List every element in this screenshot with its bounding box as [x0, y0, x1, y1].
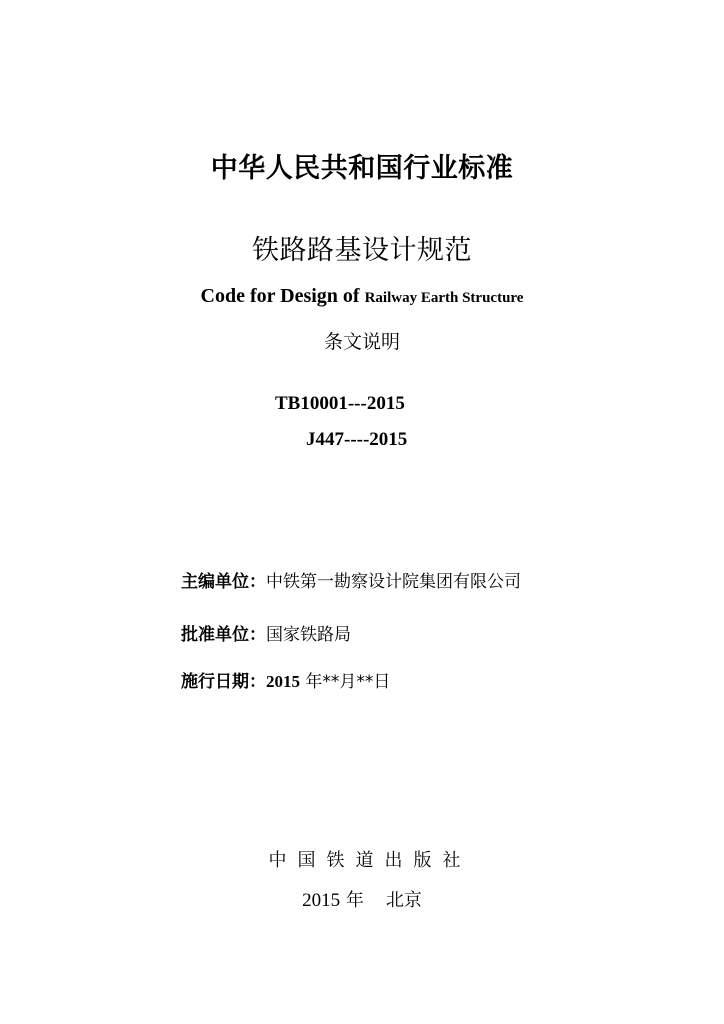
- approver-unit-label: 批准单位：: [181, 625, 266, 645]
- publication-date-line: [0, 886, 724, 912]
- approver-unit-value: 国家铁路局: [266, 625, 351, 645]
- standard-code-j: J447----2015: [306, 429, 408, 450]
- standard-code-tb: TB10001---2015: [275, 393, 405, 414]
- effective-date-label: 施行日期：: [181, 672, 266, 692]
- publication-year-suffix: 年: [340, 890, 364, 911]
- english-title: [0, 285, 724, 308]
- english-title-part2: Railway Earth Structure: [364, 290, 524, 306]
- publication-year: 2015: [302, 890, 341, 911]
- editor-unit-line: [181, 567, 521, 592]
- effective-date-year: 2015: [266, 672, 300, 691]
- editor-unit-value: 中铁第一勘察设计院集团有限公司: [266, 572, 521, 592]
- publication-city: 北京: [385, 890, 422, 911]
- effective-date-rest: 年**月**日: [300, 672, 391, 692]
- document-subtitle: 条文说明: [323, 331, 400, 353]
- english-title-part1: Code for Design of: [200, 285, 365, 307]
- approver-unit-line: [181, 620, 351, 645]
- document-title: 铁路路基设计规范: [252, 235, 472, 266]
- editor-unit-label: 主编单位：: [181, 572, 266, 592]
- standard-category-title: 中华人民共和国行业标准: [210, 153, 514, 184]
- publisher-name: 中国铁道出版社: [268, 850, 472, 871]
- effective-date-line: [181, 667, 390, 692]
